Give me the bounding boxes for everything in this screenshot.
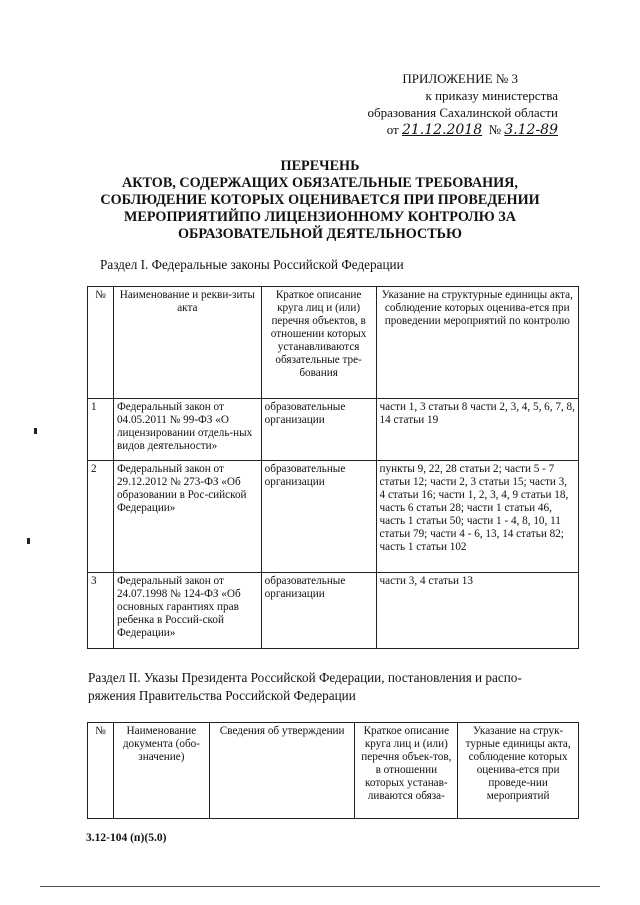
table-row bbox=[88, 573, 579, 649]
table-header-row bbox=[88, 723, 579, 819]
title-line-1: ПЕРЕЧЕНЬ bbox=[280, 158, 360, 174]
section2-heading-line-1: Раздел II. Указы Президента Российской Федерации, постановления и распо- bbox=[88, 670, 522, 685]
row-subjects: образовательные организации bbox=[261, 461, 376, 573]
row-number: 2 bbox=[88, 461, 114, 573]
section2-table bbox=[87, 722, 579, 819]
table-row bbox=[88, 461, 579, 573]
header-units: Указание на струк-турные единицы акта, соблюдение которых оценива-ется при проведе-нии мероприятий bbox=[458, 723, 579, 819]
header-units: Указание на структурные единицы акта, соблюдение которых оценива-ется при проведении мероприятий по контролю bbox=[376, 287, 578, 399]
appendix-date-line bbox=[318, 121, 558, 139]
section2-heading-line-2: ряжения Правительства Российской Федерации bbox=[88, 688, 356, 703]
row-act-name: Федеральный закон от 04.05.2011 № 99-ФЗ «О лицензировании отдель-ных видов деятельности» bbox=[113, 399, 261, 461]
row-number: 1 bbox=[88, 399, 114, 461]
row-act-name: Федеральный закон от 29.12.2012 № 273-ФЗ «Об образовании в Рос-сийской Федерации» bbox=[113, 461, 261, 573]
header-subjects: Краткое описание круга лиц и (или) перечня объек-тов, в отношении которых устанав-ливаются обяза- bbox=[355, 723, 458, 819]
header-act-name: Наименование и рекви-зиты акта bbox=[113, 287, 261, 399]
scan-mark bbox=[34, 428, 37, 434]
header-number: № bbox=[88, 287, 114, 399]
row-act-name: Федеральный закон от 24.07.1998 № 124-ФЗ «Об основных гарантиях прав ребенка в Россий-ской Федерации» bbox=[113, 573, 261, 649]
row-subjects: образовательные организации bbox=[261, 573, 376, 649]
appendix-title: ПРИЛОЖЕНИЕ № 3 bbox=[402, 71, 518, 86]
order-number: 3.12-89 bbox=[504, 122, 558, 138]
section2-heading bbox=[88, 669, 522, 705]
header-subjects: Краткое описание круга лиц и (или) перечня объектов, в отношении которых устанавливаются обязательные тре-бования bbox=[261, 287, 376, 399]
row-number: 3 bbox=[88, 573, 114, 649]
header-document-name: Наименование документа (обо-значение) bbox=[113, 723, 209, 819]
appendix-order-line: к приказу министерства bbox=[425, 88, 558, 103]
row-units: части 3, 4 статьи 13 bbox=[376, 573, 578, 649]
appendix-block bbox=[318, 70, 558, 139]
title-line-5: ОБРАЗОВАТЕЛЬНОЙ ДЕЯТЕЛЬНОСТЬЮ bbox=[177, 226, 463, 242]
scan-mark bbox=[27, 538, 30, 544]
number-prefix: № bbox=[488, 122, 502, 137]
document-title bbox=[100, 158, 540, 243]
row-units: части 1, 3 статьи 8 части 2, 3, 4, 5, 6, 7, 8, 14 статьи 19 bbox=[376, 399, 578, 461]
date-prefix: от bbox=[386, 122, 399, 137]
document-code: 3.12-104 (п)(5.0) bbox=[86, 832, 167, 844]
section1-table bbox=[87, 286, 579, 649]
row-subjects: образовательные организации bbox=[261, 399, 376, 461]
header-approval-info: Сведения об утверждении bbox=[209, 723, 355, 819]
table-row bbox=[88, 399, 579, 461]
bottom-divider bbox=[40, 886, 600, 887]
section1-heading: Раздел I. Федеральные законы Российской Федерации bbox=[100, 257, 404, 272]
row-units: пункты 9, 22, 28 статьи 2; части 5 - 7 статьи 12; части 2, 3 статьи 15; части 3, 4 статьи 16; части 1, 2, 3, 4, 9 статьи 18, часть 6 статьи 28; части 1 статьи 46, часть 1 статьи 50; части 1 - 4, 8, 10, 11 статьи 79; части 4 - 6, 13, 14 статьи 82; часть 1 статьи 102 bbox=[376, 461, 578, 573]
title-line-3: СОБЛЮДЕНИЕ КОТОРЫХ ОЦЕНИВАЕТСЯ ПРИ ПРОВЕДЕНИИ bbox=[100, 192, 540, 208]
header-number: № bbox=[88, 723, 114, 819]
title-line-4: МЕРОПРИЯТИЙПО ЛИЦЕНЗИОННОМУ КОНТРОЛЮ ЗА bbox=[124, 209, 516, 225]
order-date: 21.12.2018 bbox=[401, 122, 483, 138]
title-line-2: АКТОВ, СОДЕРЖАЩИХ ОБЯЗАТЕЛЬНЫЕ ТРЕБОВАНИЯ, bbox=[122, 175, 518, 191]
appendix-ministry-line: образования Сахалинской области bbox=[367, 105, 558, 120]
table-header-row bbox=[88, 287, 579, 399]
